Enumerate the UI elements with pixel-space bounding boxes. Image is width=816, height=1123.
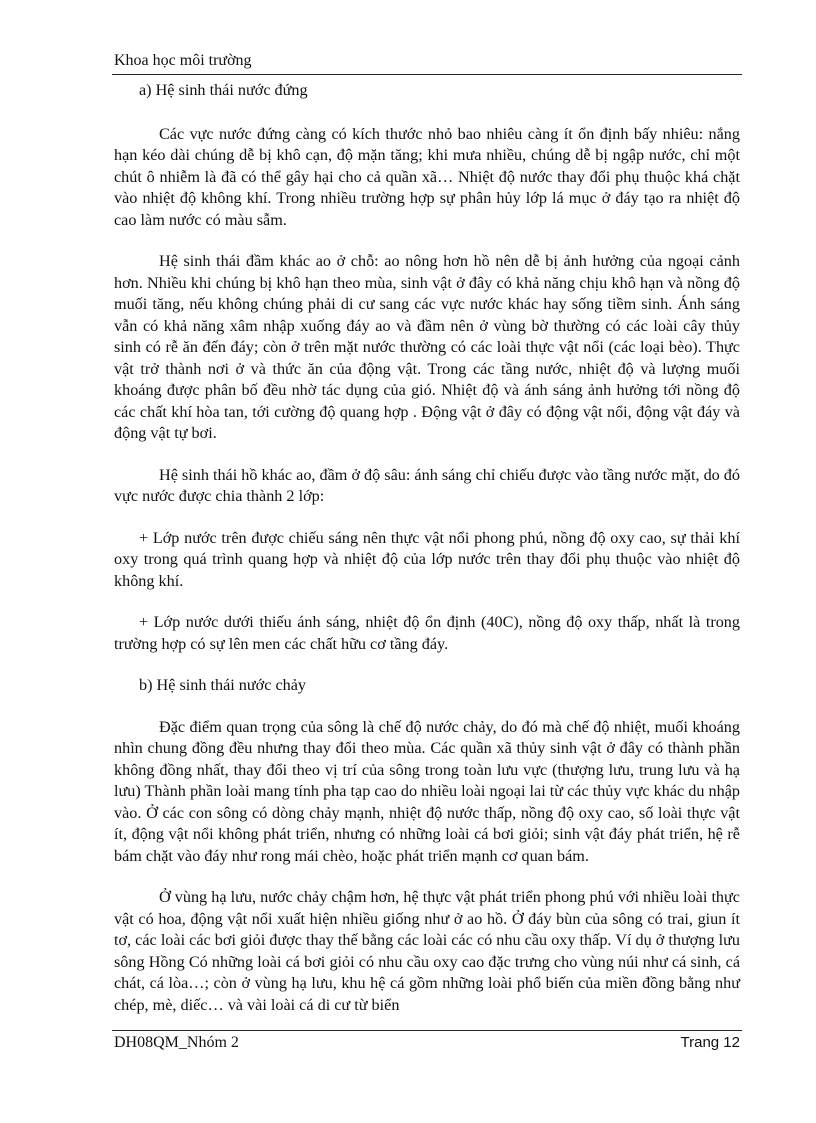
- section-a-bullet-2: + Lớp nước dưới thiếu ánh sáng, nhiệt độ ổn định (40C), nồng độ oxy thấp, nhất là trong trường hợp có sự lên men các chất hữu cơ tầng đáy.: [114, 613, 740, 653]
- header-rule: [112, 74, 742, 75]
- page-content: [114, 80, 740, 1016]
- section-a-paragraph-1: Các vực nước đứng càng có kích thước nhỏ bao nhiêu càng ít ổn định bấy nhiêu: nắng hạn kéo dài chúng dễ bị khô cạn, độ mặn tăng; khi mưa nhiều, chúng dễ bị ngập nước, chỉ một chút ô nhiễm là đã có thể gây hại cho cả quần xã… Nhiệt độ nước thay đổi phụ thuộc khá chặt vào nhiệt độ không khí. Trong nhiều trường hợp sự phân hủy lớp lá mục ở đáy tạo ra nhiệt độ cao làm nước có màu sẫm.: [114, 124, 740, 229]
- section-b-paragraph-2: Ở vùng hạ lưu, nước chảy chậm hơn, hệ thực vật phát triển phong phú với nhiều loài thực vật có hoa, động vật nổi xuất hiện nhiều giống như ở ao hồ. Ở đáy bùn của sông có trai, giun ít tơ, các loài các bơi giỏi được thay thế bằng các loài các có nhu cầu oxy thấp. Ví dụ ở thượng lưu sông Hồng Có những loài cá bơi giỏi có nhu cầu oxy cao đặc trưng cho vùng núi như cá sinh, cá chát, cá lòa…; còn ở vùng hạ lưu, khu hệ cá gồm những loài phổ biến của miền đồng bằng như chép, mè, diếc… và vài loài cá di cư từ biển: [114, 888, 740, 1014]
- header-title: Khoa học môi trường: [114, 52, 252, 69]
- section-a-paragraph-3: Hệ sinh thái hồ khác ao, đầm ở độ sâu: ánh sáng chỉ chiếu được vào tầng nước mặt, do đó vực nước được chia thành 2 lớp:: [114, 465, 740, 505]
- section-a-paragraph-2: Hệ sinh thái đầm khác ao ở chỗ: ao nông hơn hồ nên dễ bị ảnh hưởng của ngoại cảnh hơn. Nhiều khi chúng bị khô hạn theo mùa, sinh vật ở đây có khả năng chịu khô hạn và nồng độ muối tăng, nếu không chúng phải di cư sang các vực nước khác hay sống tiềm sinh. Ánh sáng vẫn có khả năng xâm nhập xuống đáy ao và đầm nên ở vùng bờ thường có các loài cây thủy sinh có rễ ăn đến đáy; còn ở trên mặt nước thường có các loài thực vật nổi (các loại bèo). Thực vật trở thành nơi ở và thức ăn của động vật. Trong các tầng nước, nhiệt độ và lượng muối khoáng được phân bố đều nhờ tác dụng của gió. Nhiệt độ và ánh sáng ảnh hưởng tới nồng độ các chất khí hòa tan, tới cường độ quang hợp . Động vật ở đây có động vật nổi, động vật đáy và động vật tự bơi.: [114, 252, 740, 442]
- footer-rule: [112, 1030, 742, 1031]
- section-b-paragraph-1: Đặc điểm quan trọng của sông là chế độ nước chảy, do đó mà chế độ nhiệt, muối khoáng nhìn chung đồng đều nhưng thay đổi theo mùa. Các quần xã thủy sinh vật ở đây có thành phần không đồng nhất, thay đổi theo vị trí của sông trong toàn lưu vực (thượng lưu, trung lưu và hạ lưu) Thành phần loài mang tính pha tạp cao do nhiều loài ngoại lai từ các thủy vực khác du nhập vào. Ở các con sông có dòng chảy mạnh, nhiệt độ nước thấp, nồng độ oxy cao, số loài thực vật ít, động vật nổi không phát triển, nhưng có những loài cá bơi giỏi; sinh vật đáy phát triển, hệ rễ bám chặt vào đáy như rong mái chèo, hoặc phát triển mạnh cơ quan bám.: [114, 717, 740, 865]
- footer-group-label: DH08QM_Nhóm 2: [114, 1034, 239, 1051]
- section-a-bullet-1: + Lớp nước trên được chiếu sáng nên thực vật nổi phong phú, nồng độ oxy cao, sự thải khí oxy trong quá trình quang hợp và nhiệt độ của lớp nước trên thay đổi phụ thuộc vào nhiệt độ không khí.: [114, 528, 740, 590]
- page-number: Trang 12: [680, 1034, 740, 1051]
- section-a-heading: a) Hệ sinh thái nước đứng: [139, 81, 308, 99]
- section-b-heading: b) Hệ sinh thái nước chảy: [139, 676, 307, 694]
